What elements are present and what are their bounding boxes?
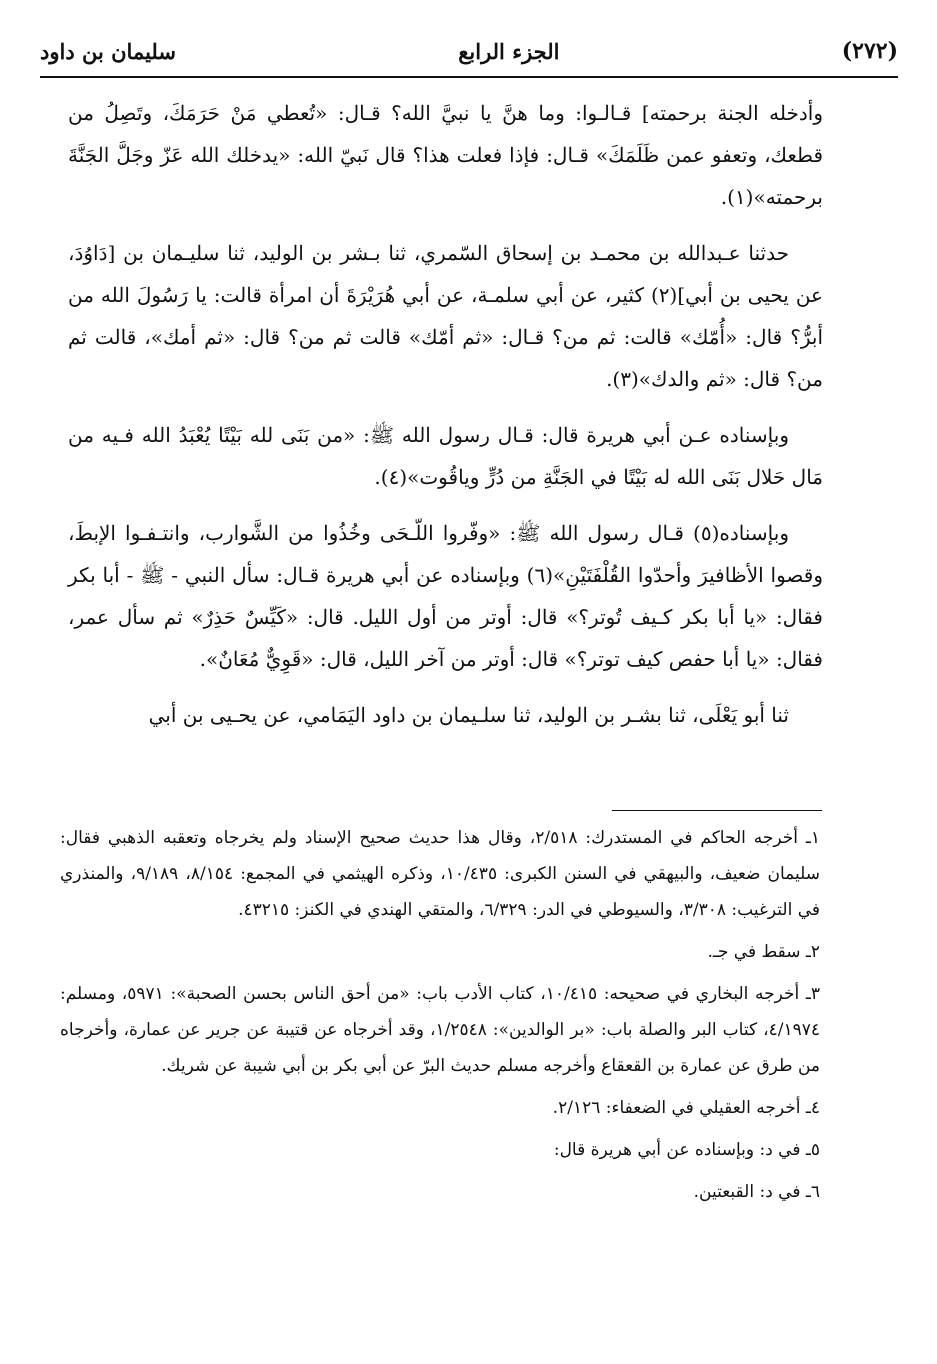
footnote: ٢ـ سقط في جـ.	[707, 942, 820, 962]
main-text	[68, 92, 823, 750]
footnote: ١ـ أخرجه الحاكم في المستدرك: ٢/٥١٨، وقال هذا حديث صحيح الإسناد ولم يخرجاه وتعقبه الذهبي فقال: سليمان ضعيف، والبيهقي في السنن الكبرى: ١٠/٤٣٥، وذكره الهيثمي في المجمع: ٨/١٥٤، ٩/١٨٩، والمنذري في الترغيب: ٣/٣٠٨، والسيوطي في الدر: ٦/٣٢٩، والمتقي الهندي في الكنز: ٤٣٢١٥.	[60, 828, 821, 920]
header-divider	[40, 76, 898, 78]
paragraph: حدثنا عـبدالله بن محمـد بن إسحاق السّمري، ثنا بـشر بن الوليد، ثنا سليـمان بن [دَاوُدَ، عن يحيى بن أبي](٢) كثير، عن أبي سلمـة، عن أبي هُرَيْرَةَ أن امرأة قالت: يا رَسُولَ الله من أبرُّ؟ قال: «أُمّك» قالت: ثم من؟ قـال: «ثم أمّك» قالت ثم من؟ قال: «ثم أمك»، قالت ثم من؟ قال: «ثم والدك»(٣).	[68, 241, 823, 391]
footnote: ٥ـ في د: وبإسناده عن أبي هريرة قال:	[553, 1140, 820, 1160]
part-title: الجزء الرابع	[458, 38, 560, 64]
running-title: سليمان بن داود	[40, 38, 176, 64]
footnotes	[60, 820, 820, 1216]
paragraph: ثنا أبو يَعْلَى، ثنا بشـر بن الوليد، ثنا سلـيمان بن داود اليَمَامي، عن يحـيى بن أبي	[148, 703, 789, 727]
page-number: (٢٧٢)	[841, 38, 898, 64]
paragraph: وأدخله الجنة برحمته] قـالـوا: وما هنَّ يا نبيَّ الله؟ قـال: «تُعطي مَنْ حَرَمَكَ، وتَصِلُ من قطعك، وتعفو عمن ظَلَمَكَ» قـال: فإذا فعلت هذا؟ قال نَبيّ الله: «يدخلك الله عَزّ وجَلَّ الجَنَّةَ برحمته»(١).	[68, 101, 823, 209]
paragraph: وبإسناده(٥) قـال رسول الله ﷺ: «وفّروا اللّـحَى وخُذُوا من الشَّوارب، وانتـفـوا الإبطَ، وقصوا الأظافيرَ وأحدّوا القُلْفَتَيْنِ»(٦) وبإسناده عن أبي هريرة قـال: سأل النبي - ﷺ - أبا بكر فقال: «يا أبا بكر كـيف تُوتر؟» قال: أوتر من أول الليل. قال: «كَيِّسٌ حَذِرٌ» ثم سأل عمر، فقال: «يا أبا حفص كيف توتر؟» قال: أوتر من آخر الليل، قال: «قَوِيٌّ مُعَانٌ».	[68, 521, 823, 671]
paragraph: وبإسناده عـن أبي هريرة قال: قـال رسول الله ﷺ: «من بَنَى لله بَيْتًا يُعْبَدُ الله فـيه من مَال حَلال بَنَى الله له بَيْتًا في الجَنَّةِ من دُرٍّ وياقُوت»(٤).	[68, 423, 823, 489]
page-header	[40, 28, 898, 74]
footnote-divider	[612, 810, 822, 811]
footnote: ٦ـ في د: القبعتين.	[693, 1182, 820, 1202]
footnote: ٣ـ أخرجه البخاري في صحيحه: ١٠/٤١٥، كتاب الأدب باب: «من أحق الناس بحسن الصحبة»: ٥٩٧١، ومسلم: ٤/١٩٧٤، كتاب البر والصلة باب: «بر الوالدين»: ١/٢٥٤٨، وقد أخرجاه عن قتيبة عن جرير عن عمارة، وأخرجاه من طرق عن عمارة بن القعقاع وأخرجه مسلم حديث البرّ عن أبي بكر بن أبي شيبة عن شريك.	[60, 984, 820, 1076]
footnote: ٤ـ أخرجه العقيلي في الضعفاء: ٢/١٢٦.	[552, 1098, 820, 1118]
